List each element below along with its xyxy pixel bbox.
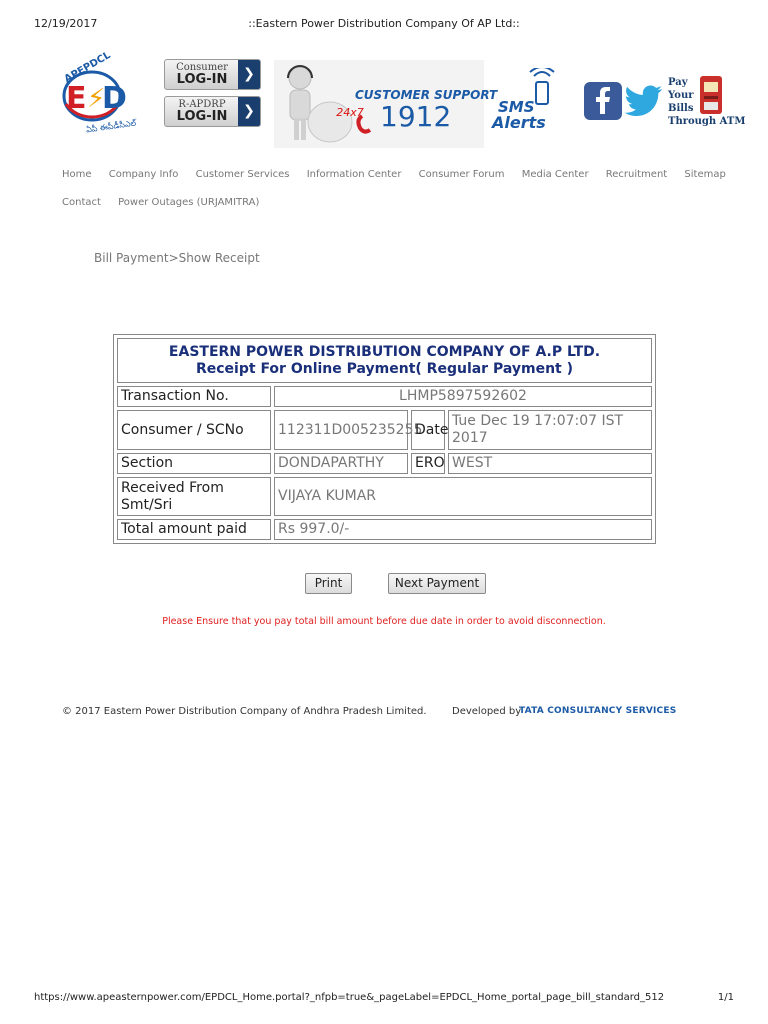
section-label: Section xyxy=(117,453,271,474)
consumer-login-small: Consumer xyxy=(176,62,228,73)
transaction-label: Transaction No. xyxy=(117,386,271,407)
nav-item-home[interactable]: Home xyxy=(62,169,92,180)
receipt-subtitle: Receipt For Online Payment( Regular Payment ) xyxy=(195,360,574,377)
nav-item-power-outages[interactable]: Power Outages (URJAMITRA) xyxy=(118,197,260,208)
rapdrp-login-big: LOG-IN xyxy=(176,109,228,124)
developed-by-label: Developed by xyxy=(452,706,522,717)
nav-item-contact[interactable]: Contact xyxy=(62,197,101,208)
svg-text:D: D xyxy=(102,81,127,116)
chevron-right-icon: ❯ xyxy=(238,60,260,89)
mobile-icon xyxy=(536,82,548,104)
apepdcl-logo[interactable] xyxy=(56,49,150,136)
print-page-title: ::Eastern Power Distribution Company Of AP Ltd:: xyxy=(248,17,520,30)
nav-item-media-center[interactable]: Media Center xyxy=(521,169,589,180)
transaction-value: LHMP5897592602 xyxy=(274,386,652,407)
consumer-value: 112311D005235255 xyxy=(274,410,408,450)
svg-text:E: E xyxy=(66,81,87,116)
print-date: 12/19/2017 xyxy=(34,17,98,30)
breadcrumb: Bill Payment>Show Receipt xyxy=(94,251,260,265)
due-date-warning: Please Ensure that you pay total bill amount before due date in order to avoid disconnection. xyxy=(162,616,606,627)
customer-support-number[interactable]: 1912 xyxy=(380,100,452,133)
date-label: Date xyxy=(411,410,445,450)
received-from-value: VIJAYA KUMAR xyxy=(274,477,652,516)
nav-item-recruitment[interactable]: Recruitment xyxy=(605,169,668,180)
print-url: https://www.apeasternpower.com/EPDCL_Home.portal?_nfpb=true&_pageLabel=EPDCL_Home_portal_page_bill_standard_512 xyxy=(34,992,665,1003)
customer-support-label: CUSTOMER SUPPORT xyxy=(355,88,498,102)
atm-icon[interactable] xyxy=(698,74,724,116)
logo-top-text: APEPDCL xyxy=(62,49,113,86)
receipt-table xyxy=(113,334,656,544)
print-page-number: 1/1 xyxy=(717,992,734,1003)
twitter-icon[interactable] xyxy=(624,84,664,118)
sms-label: SMS xyxy=(498,98,535,116)
alerts-label: Alerts xyxy=(492,113,546,132)
svg-text:⚡: ⚡ xyxy=(87,84,106,114)
consumer-login-button[interactable] xyxy=(164,59,261,90)
customer-support-banner[interactable] xyxy=(274,60,484,148)
logo-telugu-text: ఏపీ ఈపీడీసీఎల్ xyxy=(85,118,137,135)
date-value: Tue Dec 19 17:07:07 IST 2017 xyxy=(448,410,652,450)
total-amount-value: Rs 997.0/- xyxy=(274,519,652,540)
chevron-right-icon: ❯ xyxy=(238,97,260,126)
consumer-login-big: LOG-IN xyxy=(176,72,228,87)
ero-value: WEST xyxy=(448,453,652,474)
total-amount-label: Total amount paid xyxy=(117,519,271,540)
main-nav xyxy=(62,161,742,217)
nav-item-information-center[interactable]: Information Center xyxy=(306,169,402,180)
next-payment-button[interactable]: Next Payment xyxy=(388,573,486,594)
rapdrp-login-button[interactable] xyxy=(164,96,261,127)
consumer-label: Consumer / SCNo xyxy=(117,410,271,450)
section-value: DONDAPARTHY xyxy=(274,453,408,474)
print-button[interactable]: Print xyxy=(305,573,352,594)
atm-line: Your xyxy=(668,90,694,101)
nav-item-company-info[interactable]: Company Info xyxy=(108,169,179,180)
receipt-title xyxy=(117,338,652,383)
facebook-icon[interactable] xyxy=(584,82,622,120)
tcs-logo-text[interactable]: TATA CONSULTANCY SERVICES xyxy=(519,706,677,716)
atm-line: Pay xyxy=(668,77,688,88)
nav-item-customer-services[interactable]: Customer Services xyxy=(195,169,290,180)
rapdrp-login-small: R-APDRP xyxy=(178,99,226,110)
support-247-badge: 24x7 xyxy=(336,106,364,119)
nav-item-consumer-forum[interactable]: Consumer Forum xyxy=(418,169,505,180)
ero-label: ERO xyxy=(411,453,445,474)
receipt-company-name: EASTERN POWER DISTRIBUTION COMPANY OF A.P LTD. xyxy=(168,343,601,360)
atm-line: Through ATM xyxy=(668,116,746,127)
nav-item-sitemap[interactable]: Sitemap xyxy=(684,169,726,180)
atm-line: Bills xyxy=(668,103,694,114)
received-from-label: Received From Smt/Sri xyxy=(117,477,271,516)
copyright-text: © 2017 Eastern Power Distribution Company of Andhra Pradesh Limited. xyxy=(62,706,427,717)
